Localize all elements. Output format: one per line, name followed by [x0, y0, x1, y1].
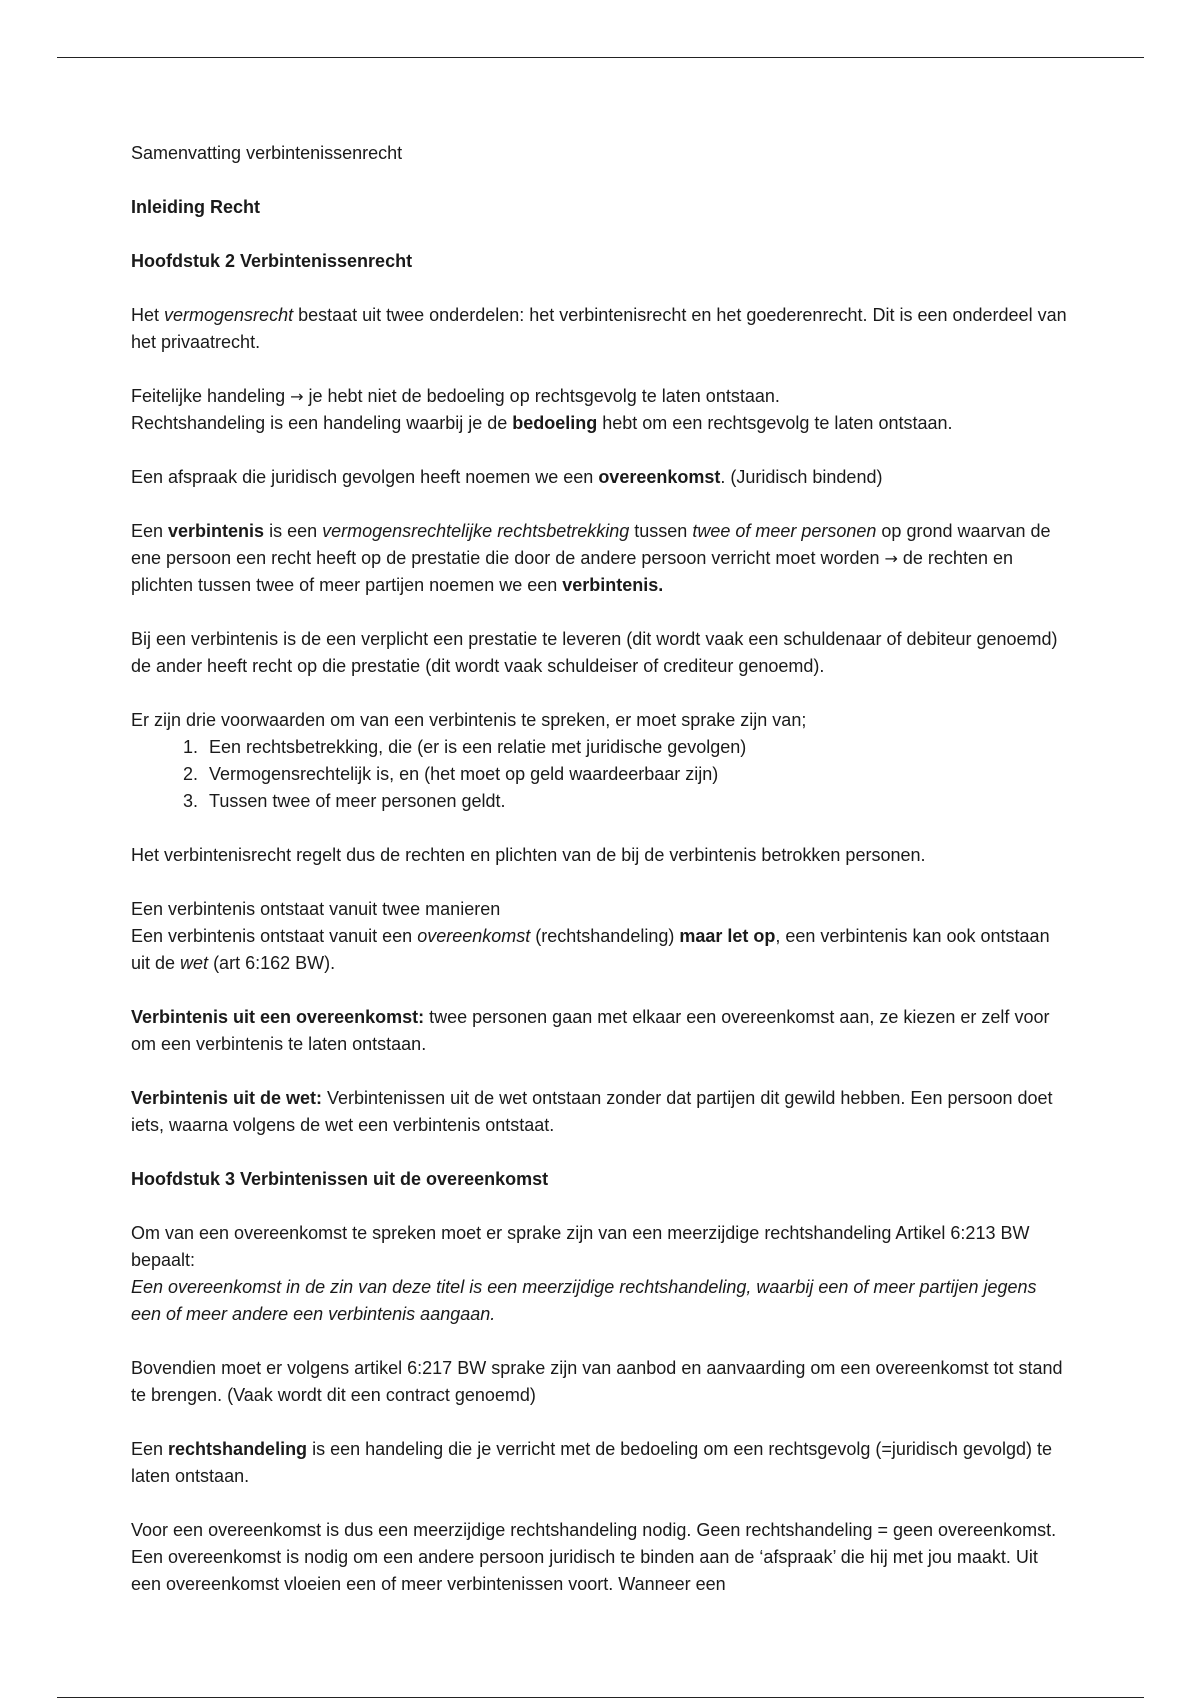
paragraph-vermogensrecht: Het vermogensrecht bestaat uit twee onderdelen: het verbintenisrecht en het goederenrecht. Dit is een onderdeel van het privaatrecht. — [131, 305, 1067, 352]
list-item: 1. Een rechtsbetrekking, die (er is een relatie met juridische gevolgen) — [203, 734, 1071, 761]
paragraph-voorwaarden-intro: Er zijn drie voorwaarden om van een verbintenis te spreken, er moet sprake zijn van; — [131, 710, 807, 730]
header-rule — [57, 57, 1144, 58]
document-page — [131, 140, 1071, 1625]
paragraph-artikel-6-213: Om van een overeenkomst te spreken moet er sprake zijn van een meerzijdige rechtshandeling Artikel 6:213 BW bepaalt: Een overeenkomst in de zin van deze titel is een meerzijdige rechtshandeling, waarbij een of meer partijen jegens een of meer andere een verbintenis aangaan. — [131, 1223, 1037, 1324]
paragraph-uit-overeenkomst: Verbintenis uit een overeenkomst: twee personen gaan met elkaar een overeenkomst aan, ze kiezen er zelf voor om een verbintenis te laten ontstaan. — [131, 1007, 1050, 1054]
paragraph-artikel-6-217: Bovendien moet er volgens artikel 6:217 BW sprake zijn van aanbod en aanvaarding om een overeenkomst tot stand te brengen. (Vaak wordt dit een contract genoemd) — [131, 1358, 1063, 1405]
document-title: Samenvatting verbintenissenrecht — [131, 143, 403, 163]
paragraph-verbintenisrecht: Het verbintenisrecht regelt dus de rechten en plichten van de bij de verbintenis betrokken personen. — [131, 845, 926, 865]
paragraph-handelingen: Feitelijke handeling → je hebt niet de bedoeling op rechtsgevolg te laten ontstaan. Rechtshandeling is een handeling waarbij je de bedoeling hebt om een rechtsgevolg te laten ontstaan. — [131, 386, 953, 433]
heading-inleiding: Inleiding Recht — [131, 197, 261, 217]
paragraph-meerzijdige: Voor een overeenkomst is dus een meerzijdige rechtshandeling nodig. Geen rechtshandeling = geen overeenkomst. Een overeenkomst is nodig om een andere persoon juridisch te binden aan de ‘afspraak’ die hij met jou maakt. Uit een overeenkomst vloeien een of meer verbintenissen voort. Wanneer een — [131, 1520, 1057, 1594]
arrow-right-icon: → — [884, 549, 898, 568]
paragraph-overeenkomst: Een afspraak die juridisch gevolgen heeft noemen we een overeenkomst. (Juridisch bindend) — [131, 467, 883, 487]
heading-chapter-2: Hoofdstuk 2 Verbintenissenrecht — [131, 251, 413, 271]
list-item: 3. Tussen twee of meer personen geldt. — [203, 788, 1071, 815]
paragraph-schuldenaar: Bij een verbintenis is de een verplicht een prestatie te leveren (dit wordt vaak een schuldenaar of debiteur genoemd) de ander heeft recht op die prestatie (dit wordt vaak schuldeiser of crediteur genoemd). — [131, 629, 1058, 676]
list-item: 2. Vermogensrechtelijk is, en (het moet op geld waardeerbaar zijn) — [203, 761, 1071, 788]
paragraph-verbintenis-definition: Een verbintenis is een vermogensrechtelijke rechtsbetrekking tussen twee of meer personen op grond waarvan de ene persoon een recht heeft op de prestatie die door de andere persoon verricht moet worden → de rechten en plichten tussen twee of meer partijen noemen we een verbintenis. — [131, 521, 1051, 595]
paragraph-rechtshandeling: Een rechtshandeling is een handeling die je verricht met de bedoeling om een rechtsgevolg (=juridisch gevolgd) te laten ontstaan. — [131, 1439, 1053, 1486]
footer-rule — [57, 1697, 1144, 1698]
heading-chapter-3: Hoofdstuk 3 Verbintenissen uit de overeenkomst — [131, 1169, 549, 1189]
arrow-right-icon: → — [290, 387, 304, 406]
paragraph-ontstaan: Een verbintenis ontstaat vanuit twee manieren Een verbintenis ontstaat vanuit een overeenkomst (rechtshandeling) maar let op, een verbintenis kan ook ontstaan uit de wet (art 6:162 BW). — [131, 899, 1050, 973]
conditions-list — [131, 734, 1071, 815]
paragraph-uit-wet: Verbintenis uit de wet: Verbintenissen uit de wet ontstaan zonder dat partijen dit gewild hebben. Een persoon doet iets, waarna volgens de wet een verbintenis ontstaat. — [131, 1088, 1053, 1135]
